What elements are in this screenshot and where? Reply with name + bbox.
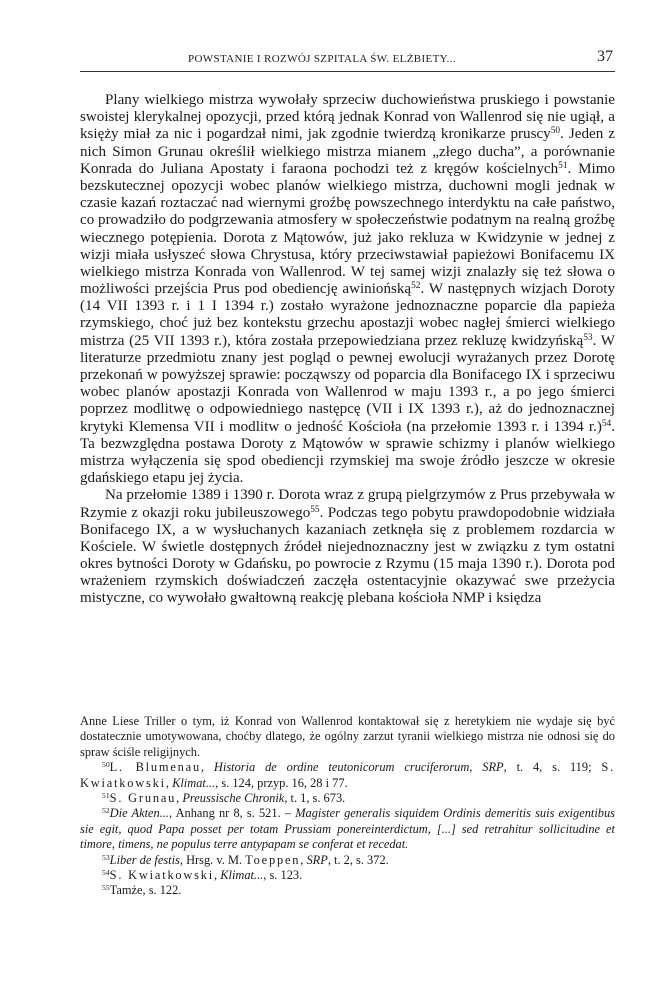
source-title: Die Akten... [109, 806, 169, 821]
footnote-54 [80, 868, 615, 883]
footnote-number: 53 [102, 852, 110, 862]
author-name: S. Kwiatkowski [109, 868, 215, 883]
source-series: SRP [306, 852, 328, 867]
source-series: SRP [482, 760, 504, 775]
running-title: POWSTANIE I ROZWÓJ SZPITALA ŚW. ELŻBIETY... [188, 53, 456, 65]
footnote-ref-53: 53 [583, 332, 593, 343]
footnote-ref-55: 55 [310, 504, 320, 515]
footnote-continuation: Anne Liese Triller o tym, iż Konrad von Wallenrod kontaktował się z heretykiem nie wydaje się być dostatecznie umotywowana, choćby dlatego, że ogólny zarzut tyranii wielkiego mistrza nie odnosi się do spraw ściśle religijnych. [80, 714, 615, 759]
source-title: Preussische Chronik [182, 791, 285, 806]
running-head [80, 48, 615, 72]
text-run: Na przełomie 1389 i 1390 r. Dorota wraz z grupą pielgrzymów z Prus przebywała w Rzymie z okazji roku jubileuszowego [80, 487, 615, 521]
text-run: . Mimo bezskutecznej opozycji wobec planów wielkiego mistrza, duchowni mogli jednak w czasie kazań roztaczać nad wiernymi groźbę powszechnego interdyktu na całe państwo, co prowadziło do podgrzewania atmosfery w społeczeństwie podatnym na realną groźbę wiecznego potępienia. Dorota z Mątowów, już jako rekluza w Kwidzynie w jednej z wizji miała usłyszeć słowa Chrystusa, który przeciwstawiał papieżowi Bonifacemu IX wielkiego mistrza Konrada von Wallenrod. W tej samej wizji znalazły się też słowa o możliwości przejścia Prus pod obediencję awiniońską [80, 160, 615, 298]
text-run: , Hrsg. v. M. [179, 852, 246, 867]
footnotes [80, 714, 615, 899]
footnote-ref-52: 52 [411, 280, 421, 291]
footnote-ref-54: 54 [601, 418, 612, 429]
text-run: , t. 4, s. 119; [503, 760, 602, 775]
author-name: S. Kwiatkowski [80, 760, 615, 790]
page-number: 37 [597, 48, 613, 65]
text-run: , Anhang nr 8, s. 521. – [169, 806, 296, 821]
text-run: . Podczas tego pobytu prawdopodobnie widziała Bonifacego IX, a w wysłuchanych kazaniach zetknęła się z problemem rozdarcia w Kościele. W świetle dostępnych źródeł niejednoznaczny jest w związku z tym ostatni okres bytności Doroty w Gdańsku, po powrocie z Rzymu (15 maja 1390 r.). Dorota pod wrażeniem rzymskich doświadczeń zaczęła ostentacyjnie okazywać swe przeżycia mistyczne, co wywołało gwałtowną reakcję plebana kościoła NMP i księdza [80, 504, 615, 607]
footnote-51 [80, 791, 615, 806]
text-run: , s. 123. [263, 868, 303, 883]
footnote-50 [80, 760, 615, 791]
text-run: . W następnych wizjach Doroty (14 VII 1393 r. i 1 I 1394 r.) zostało wyrażone jednoznaczne poparcie dla papieża rzymskiego, choć już bez kontekstu grzechu apostazji wobec nagłej śmierci wielkiego mistrza (25 VII 1393 r.), która została przepowiedziana przez rekluzę kwidzyńską [80, 281, 615, 349]
footnote-number: 52 [102, 806, 110, 816]
text-run: Tamże, s. 122. [109, 883, 182, 898]
paragraph-2 [80, 487, 615, 607]
author-name: L. Blumenau [109, 760, 201, 775]
source-title: Klimat... [220, 868, 264, 883]
text-run: , [214, 868, 221, 883]
footnote-number: 55 [102, 883, 110, 893]
text-run: , [165, 775, 173, 790]
text-run: , s. 124, przyp. 16, 28 i 77. [215, 775, 348, 790]
text-run: . Jeden z nich Simon Grunau określił wielkiego mistrza mianem „złego ducha”, a porównanie Konrada do Juliana Apostaty i faraona pochodzi też z kręgów kościelnych [80, 126, 615, 177]
text-run: , [176, 791, 183, 806]
footnote-53 [80, 853, 615, 868]
source-title: Liber de festis [109, 852, 180, 867]
paragraph-1 [80, 92, 615, 487]
source-title: Klimat... [172, 775, 216, 790]
body-text [80, 92, 615, 608]
author-name: S. Grunau [109, 791, 177, 806]
text-run: . W literaturze przedmiotu znany jest pogląd o pewnej ewolucji wyrażanych przez Dorotę przekonań w powyższej sprawie: począwszy od poparcia dla Bonifacego IX i sprzeciwu wobec planów apostazji Konrada von Wallenrod w maju 1393 r., a po jego śmierci poprzez modlitwę o odpowiedniego następcę (VII i IX 1393 r.), aż do jednoznacznej krytyki Klemensa VII i modlitw o jedność Kościoła (na przełomie 1393 r. i 1394 r.) [80, 332, 615, 435]
footnote-number: 50 [102, 760, 110, 769]
text-run: , t. 2, s. 372. [327, 852, 389, 867]
text-run: Plany wielkiego mistrza wywołały sprzeciw duchowieństwa pruskiego i powstanie swoistej klerykalnej opozycji, przed którą jednak Konrad von Wallenrod się nie ugiął, a księży miał za nic i pogardzał nimi, jak zgodnie twierdzą kronikarze pruscy [80, 92, 615, 143]
footnote-52 [80, 806, 615, 852]
text-run: , [469, 760, 483, 775]
footnote-ref-51: 51 [558, 160, 568, 171]
source-title: Historia de ordine teutonicorum cruciferorum [213, 760, 470, 775]
footnote-ref-50: 50 [550, 126, 561, 137]
text-run: , [200, 760, 214, 775]
latin-quote: Magister generalis siquidem Ordinis demeritis suis exigentibus sie egit, quod Papa posset per totam Prussiam ponereinterdictum, [...] sed retrahitur sollicitudine et timore, timens, ne populus terre antypapam se conferat et recedat. [80, 806, 615, 852]
footnote-number: 51 [102, 790, 110, 800]
author-name: Toeppen [245, 852, 301, 867]
header-rule [80, 71, 615, 72]
footnote-number: 54 [102, 867, 110, 877]
text-run: , t. 1, s. 673. [284, 791, 346, 806]
footnote-55 [80, 883, 615, 898]
text-run: . Ta bezwzględna postawa Doroty z Mątowów w sprawie schizmy i planów wielkiego mistrza wyłączenia się spod obediencji rzymskiej ma swoje źródło jeszcze w okresie gdańskiego etapu jej życia. [80, 418, 615, 487]
text-run: , [300, 852, 307, 867]
